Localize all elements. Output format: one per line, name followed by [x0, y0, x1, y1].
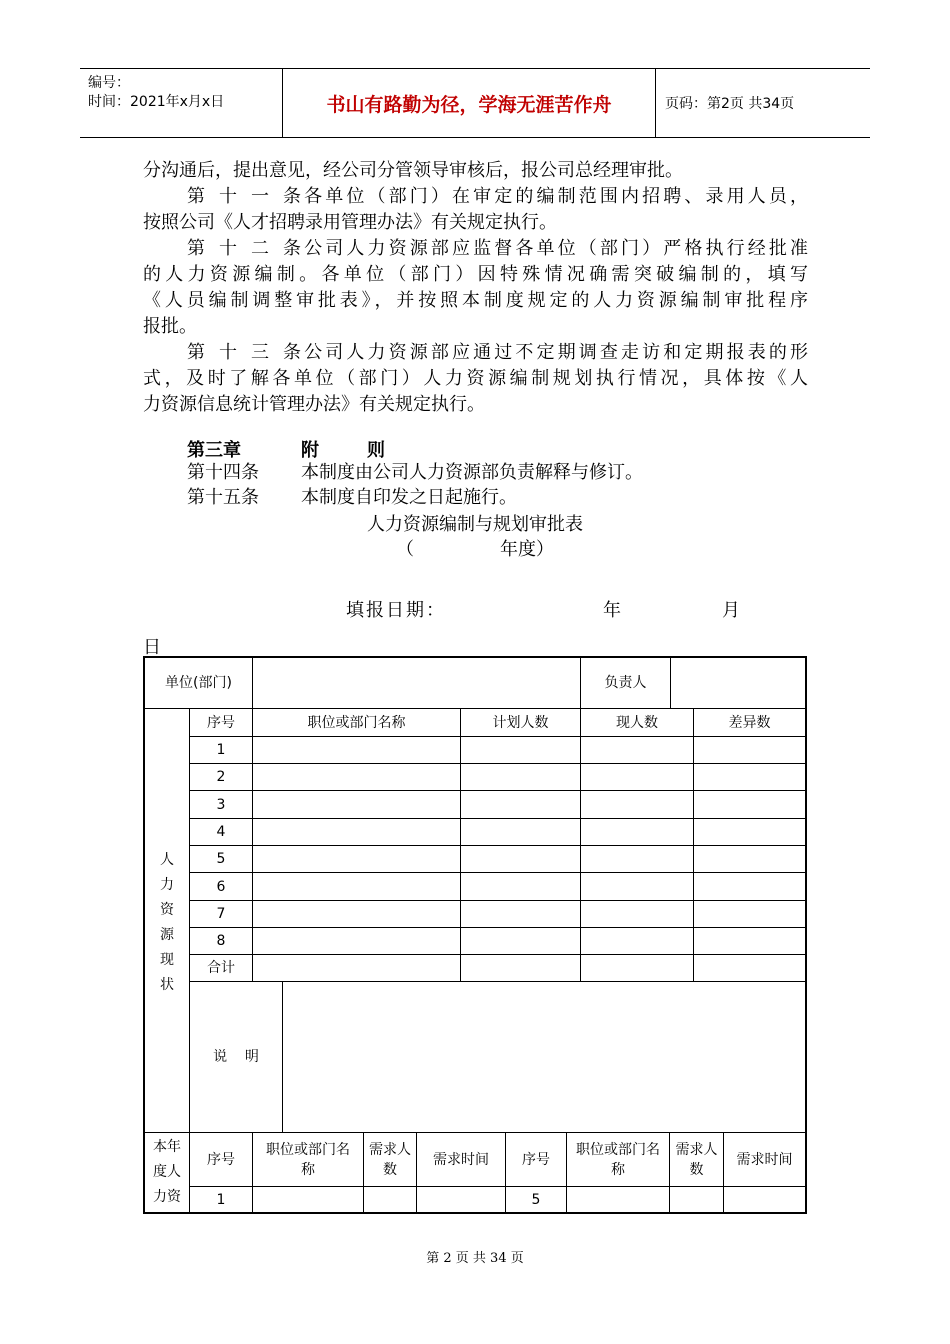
header-motto: 书山有路勤为径，学海无涯苦作舟 [283, 69, 656, 137]
article-11-text: 各单位（部门）在审定的编制范围内招聘、录用人员， [301, 186, 808, 207]
unit-input[interactable] [253, 658, 580, 708]
fill-date-month: 月 [722, 600, 740, 621]
article-12-line3: 《人员编制调整审批表》，并按照本制度规定的人力资源编制审批程序 [143, 290, 808, 311]
total-label: 合计 [207, 960, 235, 976]
leader-label: 负责人 [604, 675, 647, 691]
year-label: 年度） [500, 539, 554, 560]
article-11-title: 第十一条 [187, 186, 301, 207]
article-15-text: 本制度自印发之日起施行。 [301, 487, 517, 508]
number-label: 编号： [88, 75, 130, 91]
demand-header-seq: 序号 [207, 1151, 235, 1168]
note-input[interactable] [283, 982, 805, 1132]
table-row-seq: 2 [216, 769, 226, 785]
header-current-count: 现人数 [616, 714, 658, 731]
article-14-text: 本制度由公司人力资源部负责解释与修订。 [301, 462, 643, 483]
article-13-line2: 式，及时了解各单位（部门）人力资源编制规划执行情况，具体按《人 [143, 368, 808, 389]
demand-header-count2: 需求人 数 [675, 1141, 718, 1178]
page-header [80, 68, 870, 138]
chapter-3-label: 第三章 [187, 440, 241, 461]
demand-header-time2: 需求时间 [736, 1151, 793, 1168]
demand-row-seq: 1 [216, 1191, 226, 1208]
approval-table [143, 656, 807, 1214]
header-page-label: 页码：第2页 共34页 [665, 96, 795, 112]
table-row-seq: 1 [216, 742, 226, 758]
table-row-seq: 8 [216, 933, 226, 949]
header-difference: 差异数 [728, 714, 771, 731]
article-11-line2: 按照公司《人才招聘录用管理办法》有关规定执行。 [143, 212, 557, 233]
article-14-title: 第十四条 [187, 462, 259, 483]
header-info [80, 69, 283, 137]
table-row-seq: 7 [216, 906, 226, 922]
unit-label: 单位(部门) [165, 675, 232, 691]
article-13-line [143, 340, 808, 366]
current-status-section-label: 人 力 资 源 现 状 [160, 852, 174, 993]
chapter-3-fu: 附 [301, 440, 319, 461]
fill-date-year: 年 [603, 600, 621, 621]
header-seq: 序号 [207, 714, 235, 731]
page-footer: 第 2 页 共 34 页 [426, 1251, 524, 1266]
demand-header-time: 需求时间 [433, 1151, 489, 1168]
form-title: 人力资源编制与规划审批表 [367, 514, 583, 535]
note-label: 说 明 [213, 1049, 259, 1065]
article-13-title: 第十三条 [187, 342, 301, 363]
demand-row-seq2: 5 [531, 1191, 541, 1208]
leader-input[interactable] [671, 658, 805, 708]
demand-header-seq2: 序号 [522, 1151, 550, 1168]
article-13-line3: 力资源信息统计管理办法》有关规定执行。 [143, 394, 485, 415]
demand-header-count: 需求人 数 [369, 1141, 411, 1178]
article-14-line [143, 460, 852, 486]
year-open: （ [396, 539, 414, 560]
article-12-line4: 报批。 [143, 316, 197, 337]
article-11-line [143, 184, 808, 210]
table-row-seq: 3 [216, 796, 226, 813]
article-15-title: 第十五条 [187, 487, 259, 508]
fill-date-label: 填报日期： [346, 600, 446, 621]
fill-date-day: 日 [143, 637, 161, 658]
article-12-line2: 的人力资源编制。各单位（部门）因特殊情况确需突破编制的，填写 [143, 264, 808, 285]
article-15-line [143, 485, 852, 511]
header-planned-count: 计划人数 [492, 714, 549, 731]
table-row-seq: 6 [216, 878, 226, 895]
date-label: 时间：2021年x月x日 [88, 94, 225, 110]
table-row-seq: 4 [216, 824, 226, 840]
paragraph-line: 分沟通后，提出意见，经公司分管领导审核后，报公司总经理审批。 [143, 160, 683, 181]
chapter-3-ze: 则 [367, 440, 385, 461]
article-12-text: 公司人力资源部应监督各单位（部门）严格执行经批准 [301, 238, 808, 259]
demand-header-name2: 职位或部门名 称 [576, 1141, 660, 1178]
demand-header-name: 职位或部门名 称 [266, 1141, 350, 1178]
header-position-name: 职位或部门名称 [307, 714, 406, 731]
article-13-text: 公司人力资源部应通过不定期调查走访和定期报表的形 [301, 342, 808, 363]
table-row-seq: 5 [216, 851, 226, 867]
demand-section-label: 本年 度人 力资 [153, 1139, 181, 1205]
article-12-title: 第十二条 [187, 238, 301, 259]
article-12-line [143, 236, 808, 262]
